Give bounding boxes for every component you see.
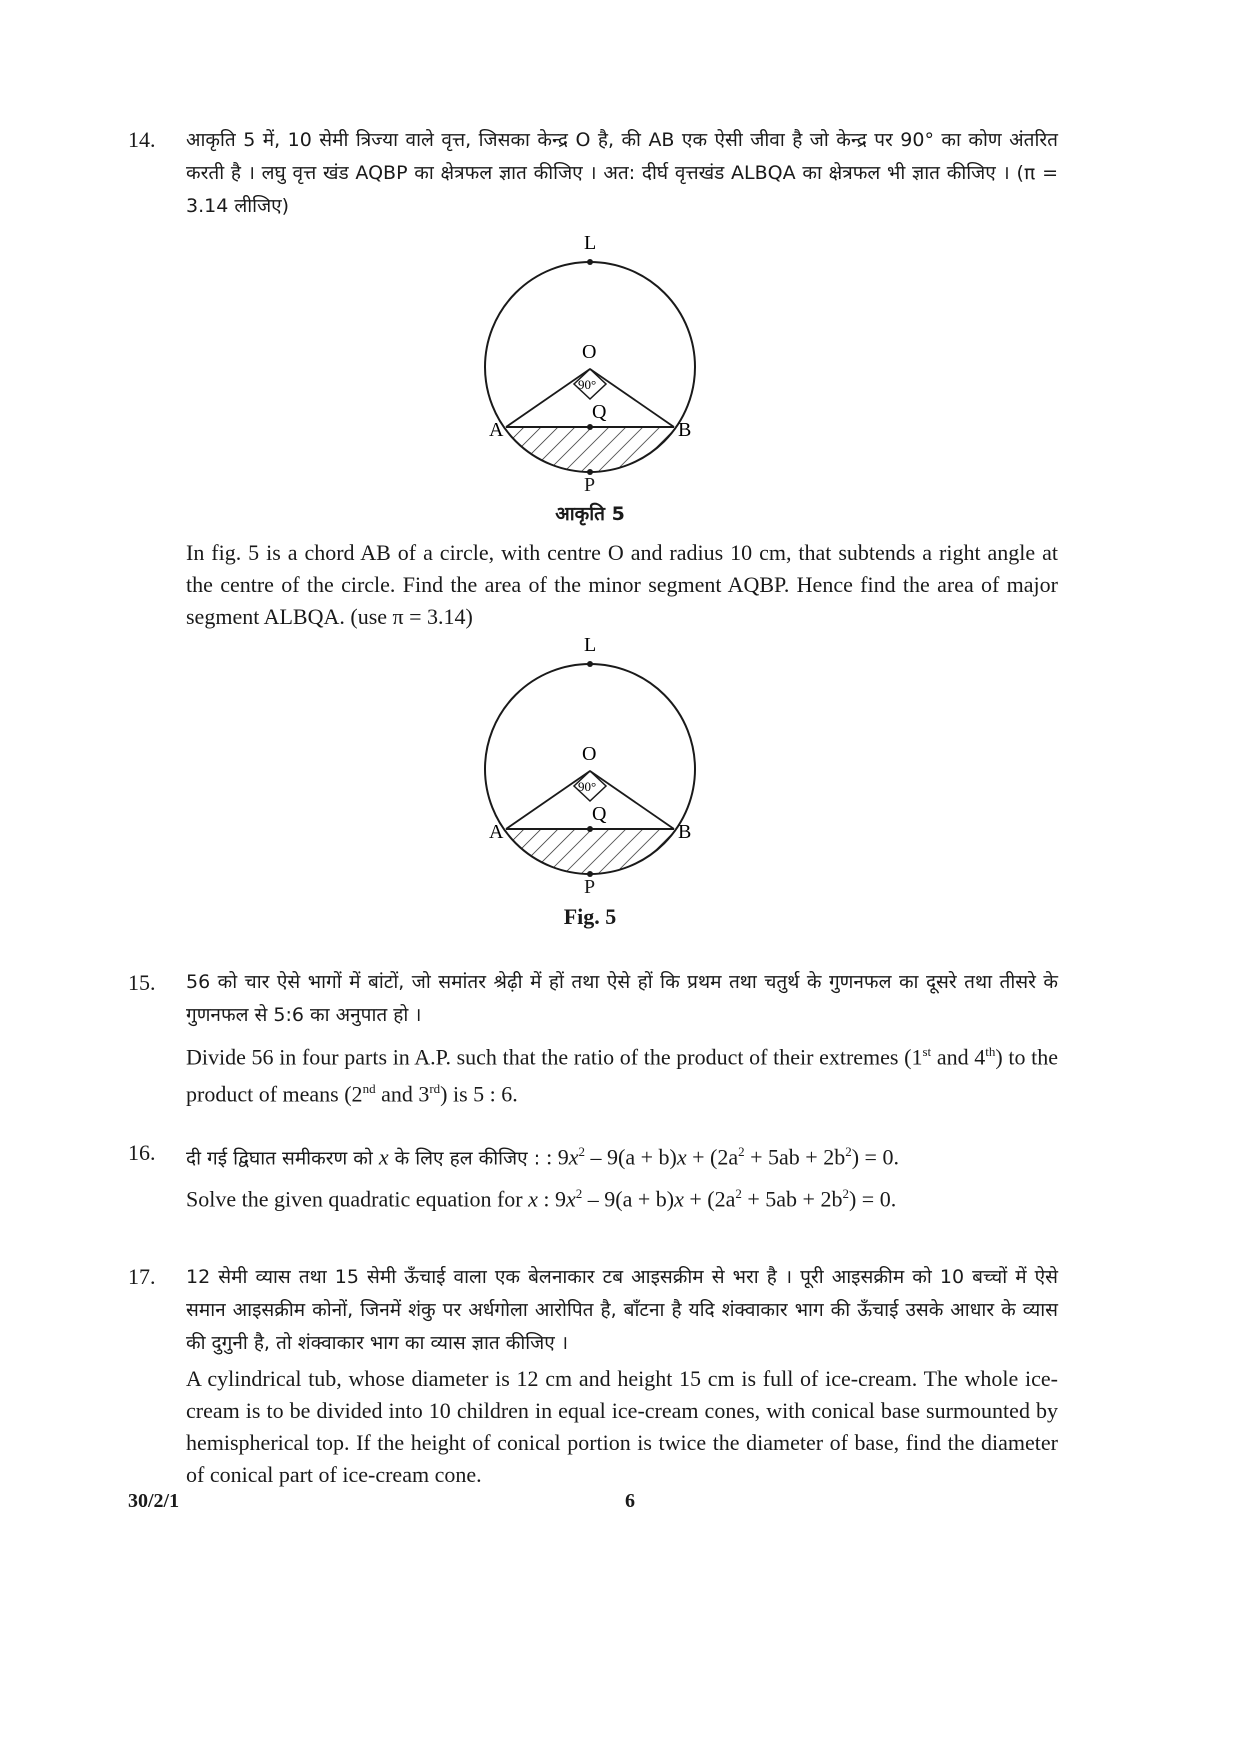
- paper-code: 30/2/1: [128, 1490, 180, 1512]
- equation-part: ) = 0.: [851, 1144, 899, 1170]
- equation-part: + 5ab + 2b: [741, 1186, 843, 1212]
- label-o: O: [582, 743, 597, 765]
- variable-x: x: [378, 1144, 389, 1170]
- label-q: Q: [592, 803, 607, 825]
- q15-text-part: and 4: [931, 1044, 986, 1070]
- figure-5-english: [470, 628, 710, 886]
- label-p-hindi: P: [584, 474, 596, 496]
- question-number-16: 16.: [128, 1140, 156, 1165]
- variable-x: x: [674, 1186, 684, 1212]
- exponent: 2: [738, 1144, 745, 1159]
- exponent: 2: [578, 1144, 586, 1159]
- label-a: A: [489, 821, 504, 843]
- equation-part: + (2a: [686, 1144, 739, 1170]
- exponent: 2: [735, 1186, 742, 1201]
- equation-part: + (2a: [683, 1186, 736, 1212]
- q15-hindi-text: 56 को चार ऐसे भागों में बांटों, जो समांतर श्रेढ़ी में हों तथा ऐसे हों कि प्रथम तथा चतुर्थ के गुणनफल का दूसरे तथा तीसरे के गुणनफल से 5:6 का अनुपात हो ।: [186, 971, 1058, 1026]
- q16-text-part: के लिए हल कीजिए :: [388, 1147, 547, 1170]
- minor-segment-hatch: [508, 828, 674, 878]
- equation-part: + 5ab + 2b: [744, 1144, 846, 1170]
- variable-x: x: [568, 1144, 579, 1170]
- question-number-17: 17.: [128, 1264, 156, 1289]
- ordinal-superscript: rd: [429, 1081, 441, 1097]
- figure-5-hindi: [470, 226, 710, 484]
- label-q: Q: [592, 401, 607, 423]
- ordinal-superscript: st: [922, 1044, 932, 1059]
- q17-hindi-text: 12 सेमी व्यास तथा 15 सेमी ऊँचाई वाला एक बेलनाकार टब आइसक्रीम से भरा है । पूरी आइसक्रीम को 10 बच्चों में ऐसे समान आइसक्रीम कोनों, जिनमें शंकु पर अर्धगोला आरोपित है, बाँटना है यदि शंक्वाकार भाग की ऊँचाई उसके आधार के व्यास की दुगुनी है, तो शंक्वाकार भाग का व्यास ज्ञात कीजिए ।: [186, 1266, 1058, 1354]
- q16-hindi-text: [186, 1136, 1058, 1175]
- q15-text-part: and 3: [375, 1081, 430, 1107]
- label-l: L: [584, 232, 597, 254]
- variable-x: x: [528, 1186, 538, 1212]
- figure-caption-english: Fig. 5: [563, 904, 617, 929]
- question-number-15: 15.: [128, 970, 156, 995]
- label-a: A: [489, 419, 504, 441]
- variable-x: x: [566, 1186, 576, 1212]
- exponent: 2: [842, 1186, 849, 1201]
- q17-english-text: A cylindrical tub, whose diameter is 12 cm and height 15 cm is full of ice-cream. The whole ice-cream is to be divided into 10 children in equal ice-cream cones, with conical base surmounted by hemispherical top. If the height of conical portion is twice the diameter of base, find the diameter of conical part of ice-cream cone.: [186, 1366, 1058, 1487]
- exponent: 2: [845, 1144, 852, 1159]
- label-90-degrees: 90°: [578, 779, 597, 794]
- q14-english-text: In fig. 5 is a chord AB of a circle, with centre O and radius 10 cm, that subtends a right angle at the centre of the circle. Find the area of the minor segment AQBP. Hence find the area of major segment ALBQA. (use π = 3.14): [186, 540, 1058, 629]
- q15-text-part: ) to the product of means (2: [186, 1044, 1059, 1107]
- question-number-14: 14.: [128, 127, 156, 152]
- figure-caption-hindi: आकृति 5: [555, 503, 625, 525]
- equation-part: ) = 0.: [848, 1186, 897, 1212]
- q16-english-text: [186, 1178, 1058, 1215]
- ordinal-superscript: nd: [362, 1081, 376, 1097]
- label-b: B: [678, 419, 692, 441]
- q15-text-part: Divide 56 in four parts in A.P. such that the ratio of the product of their extremes (1: [186, 1044, 923, 1070]
- point-q: [587, 826, 593, 832]
- point-l: [587, 661, 593, 667]
- minor-segment-hatch: [508, 426, 674, 476]
- label-o: O: [582, 341, 597, 363]
- variable-x: x: [676, 1144, 687, 1170]
- q15-text-part: ) is 5 : 6.: [440, 1081, 518, 1107]
- q16-text-part: Solve the given quadratic equation for: [186, 1186, 529, 1212]
- equation-part: – 9(a + b): [582, 1186, 675, 1212]
- point-q: [587, 424, 593, 430]
- point-l: [587, 259, 593, 265]
- label-b: B: [678, 821, 692, 843]
- equation-part: : 9: [537, 1186, 567, 1212]
- q15-english-text: [186, 1036, 1058, 1111]
- label-l: L: [584, 634, 597, 656]
- q14-hindi-text: आकृति 5 में, 10 सेमी त्रिज्या वाले वृत्त, जिसका केन्द्र O है, की AB एक ऐसी जीवा है जो केन्द्र पर 90° का कोण अंतरित करती है । लघु वृत्त खंड AQBP का क्षेत्रफल ज्ञात कीजिए । अत: दीर्घ वृत्तखंड ALBQA का क्षेत्रफल भी ज्ञात कीजिए । (π = 3.14 लीजिए): [186, 129, 1058, 217]
- q16-text-part: दी गई द्विघात समीकरण को: [186, 1147, 379, 1170]
- ordinal-superscript: th: [985, 1044, 996, 1059]
- page-number: 6: [625, 1490, 635, 1512]
- equation-part: – 9(a + b): [585, 1144, 677, 1170]
- label-p-english: P: [584, 876, 596, 898]
- label-90-degrees: 90°: [578, 377, 597, 392]
- exponent: 2: [575, 1186, 583, 1201]
- equation-part: : 9: [546, 1144, 569, 1170]
